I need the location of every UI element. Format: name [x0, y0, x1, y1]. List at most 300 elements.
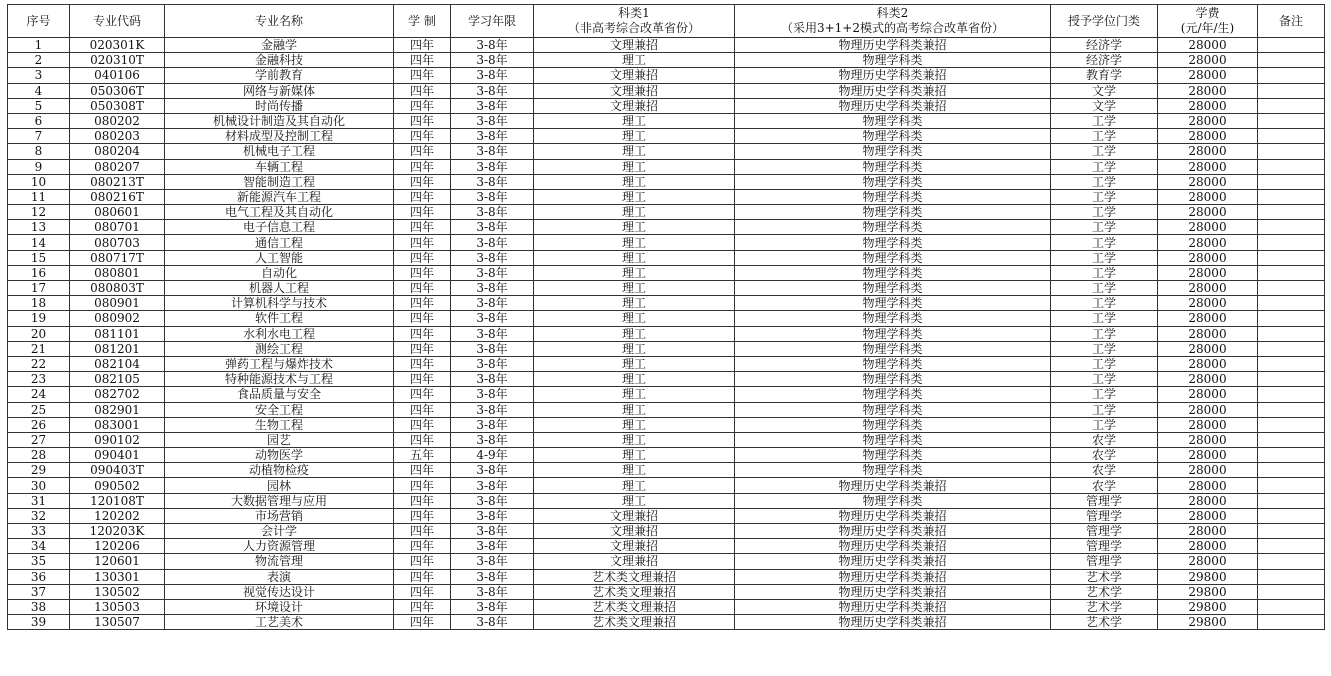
cell-seq: 20 — [8, 326, 70, 341]
cell-name: 材料成型及控制工程 — [165, 129, 394, 144]
cell-note — [1258, 281, 1325, 296]
cell-category-2: 物理学科类 — [735, 250, 1051, 265]
header-system: 学 制 — [394, 5, 451, 38]
cell-degree: 工学 — [1051, 205, 1158, 220]
cell-years: 3-8年 — [451, 493, 534, 508]
cell-fee: 28000 — [1158, 508, 1258, 523]
cell-fee: 28000 — [1158, 326, 1258, 341]
cell-system: 四年 — [394, 220, 451, 235]
cell-system: 四年 — [394, 250, 451, 265]
cell-years: 3-8年 — [451, 68, 534, 83]
cell-years: 3-8年 — [451, 402, 534, 417]
header-code: 专业代码 — [70, 5, 165, 38]
cell-fee: 28000 — [1158, 341, 1258, 356]
cell-years: 3-8年 — [451, 144, 534, 159]
cell-note — [1258, 296, 1325, 311]
cell-category-1: 理工 — [534, 417, 735, 432]
table-header-row — [8, 5, 1325, 38]
cell-category-1: 理工 — [534, 235, 735, 250]
cell-system: 四年 — [394, 387, 451, 402]
cell-note — [1258, 372, 1325, 387]
cell-note — [1258, 144, 1325, 159]
table-row — [8, 53, 1325, 68]
cell-years: 3-8年 — [451, 98, 534, 113]
table-row — [8, 341, 1325, 356]
cell-years: 3-8年 — [451, 235, 534, 250]
cell-degree: 经济学 — [1051, 38, 1158, 53]
cell-degree: 文学 — [1051, 98, 1158, 113]
cell-system: 四年 — [394, 584, 451, 599]
cell-fee: 28000 — [1158, 387, 1258, 402]
cell-note — [1258, 159, 1325, 174]
table-row — [8, 68, 1325, 83]
cell-name: 大数据管理与应用 — [165, 493, 394, 508]
cell-fee: 28000 — [1158, 83, 1258, 98]
cell-fee: 28000 — [1158, 68, 1258, 83]
cell-fee: 28000 — [1158, 129, 1258, 144]
cell-fee: 28000 — [1158, 281, 1258, 296]
cell-code: 080203 — [70, 129, 165, 144]
cell-years: 3-8年 — [451, 129, 534, 144]
cell-system: 四年 — [394, 159, 451, 174]
header-category-1 — [534, 5, 735, 38]
cell-fee: 28000 — [1158, 220, 1258, 235]
cell-category-1: 理工 — [534, 448, 735, 463]
cell-degree: 教育学 — [1051, 68, 1158, 83]
cell-note — [1258, 38, 1325, 53]
cell-category-2: 物理学科类 — [735, 417, 1051, 432]
cell-name: 时尚传播 — [165, 98, 394, 113]
cell-degree: 工学 — [1051, 402, 1158, 417]
cell-seq: 34 — [8, 539, 70, 554]
cell-category-2: 物理历史学科类兼招 — [735, 615, 1051, 630]
header-category-2 — [735, 5, 1051, 38]
cell-seq: 33 — [8, 524, 70, 539]
cell-degree: 农学 — [1051, 448, 1158, 463]
cell-category-2: 物理历史学科类兼招 — [735, 38, 1051, 53]
cell-seq: 11 — [8, 189, 70, 204]
cell-name: 物流管理 — [165, 554, 394, 569]
cell-note — [1258, 356, 1325, 371]
cell-years: 3-8年 — [451, 174, 534, 189]
cell-note — [1258, 174, 1325, 189]
cell-degree: 艺术学 — [1051, 615, 1158, 630]
table-row — [8, 235, 1325, 250]
cell-category-2: 物理历史学科类兼招 — [735, 68, 1051, 83]
cell-seq: 25 — [8, 402, 70, 417]
cell-category-1: 理工 — [534, 326, 735, 341]
cell-seq: 16 — [8, 265, 70, 280]
cell-code: 130507 — [70, 615, 165, 630]
cell-note — [1258, 129, 1325, 144]
cell-degree: 经济学 — [1051, 53, 1158, 68]
cell-system: 四年 — [394, 98, 451, 113]
cell-category-2: 物理学科类 — [735, 372, 1051, 387]
cell-category-1: 理工 — [534, 129, 735, 144]
table-row — [8, 159, 1325, 174]
cell-note — [1258, 113, 1325, 128]
cell-code: 082104 — [70, 356, 165, 371]
header-category-2-title: 科类2 — [876, 6, 909, 20]
cell-note — [1258, 235, 1325, 250]
cell-name: 表演 — [165, 569, 394, 584]
cell-degree: 管理学 — [1051, 554, 1158, 569]
cell-category-1: 艺术类文理兼招 — [534, 569, 735, 584]
cell-degree: 工学 — [1051, 311, 1158, 326]
cell-category-2: 物理学科类 — [735, 129, 1051, 144]
cell-category-2: 物理学科类 — [735, 144, 1051, 159]
cell-years: 3-8年 — [451, 417, 534, 432]
cell-note — [1258, 493, 1325, 508]
cell-fee: 28000 — [1158, 265, 1258, 280]
cell-code: 120601 — [70, 554, 165, 569]
cell-seq: 38 — [8, 599, 70, 614]
cell-seq: 32 — [8, 508, 70, 523]
cell-note — [1258, 326, 1325, 341]
cell-system: 四年 — [394, 615, 451, 630]
cell-category-2: 物理历史学科类兼招 — [735, 98, 1051, 113]
cell-note — [1258, 463, 1325, 478]
cell-years: 3-8年 — [451, 159, 534, 174]
cell-fee: 28000 — [1158, 432, 1258, 447]
cell-name: 机械设计制造及其自动化 — [165, 113, 394, 128]
cell-code: 082105 — [70, 372, 165, 387]
table-row — [8, 448, 1325, 463]
cell-code: 082901 — [70, 402, 165, 417]
cell-system: 四年 — [394, 205, 451, 220]
table-row — [8, 615, 1325, 630]
cell-name: 安全工程 — [165, 402, 394, 417]
cell-degree: 管理学 — [1051, 539, 1158, 554]
table-row — [8, 250, 1325, 265]
cell-category-1: 理工 — [534, 493, 735, 508]
cell-seq: 7 — [8, 129, 70, 144]
header-name: 专业名称 — [165, 5, 394, 38]
cell-category-1: 理工 — [534, 387, 735, 402]
cell-seq: 39 — [8, 615, 70, 630]
header-category-2-subtitle: （采用3+1+2模式的高考综合改革省份） — [780, 21, 1004, 35]
cell-name: 计算机科学与技术 — [165, 296, 394, 311]
cell-years: 4-9年 — [451, 448, 534, 463]
cell-category-1: 文理兼招 — [534, 83, 735, 98]
cell-category-1: 理工 — [534, 341, 735, 356]
cell-seq: 30 — [8, 478, 70, 493]
cell-seq: 6 — [8, 113, 70, 128]
cell-system: 四年 — [394, 83, 451, 98]
cell-seq: 28 — [8, 448, 70, 463]
cell-code: 090403T — [70, 463, 165, 478]
cell-years: 3-8年 — [451, 569, 534, 584]
cell-note — [1258, 265, 1325, 280]
table-row — [8, 508, 1325, 523]
table-row — [8, 281, 1325, 296]
cell-years: 3-8年 — [451, 265, 534, 280]
cell-years: 3-8年 — [451, 326, 534, 341]
cell-years: 3-8年 — [451, 432, 534, 447]
cell-code: 090401 — [70, 448, 165, 463]
cell-fee: 28000 — [1158, 417, 1258, 432]
cell-degree: 工学 — [1051, 189, 1158, 204]
table-row — [8, 174, 1325, 189]
cell-seq: 17 — [8, 281, 70, 296]
cell-category-2: 物理历史学科类兼招 — [735, 83, 1051, 98]
cell-code: 130503 — [70, 599, 165, 614]
cell-note — [1258, 53, 1325, 68]
cell-category-1: 理工 — [534, 372, 735, 387]
cell-name: 金融科技 — [165, 53, 394, 68]
cell-category-1: 理工 — [534, 159, 735, 174]
cell-system: 四年 — [394, 129, 451, 144]
cell-system: 四年 — [394, 53, 451, 68]
cell-category-1: 理工 — [534, 144, 735, 159]
cell-category-1: 艺术类文理兼招 — [534, 584, 735, 599]
cell-category-2: 物理学科类 — [735, 235, 1051, 250]
cell-name: 新能源汽车工程 — [165, 189, 394, 204]
table-row — [8, 189, 1325, 204]
cell-category-1: 理工 — [534, 189, 735, 204]
cell-name: 车辆工程 — [165, 159, 394, 174]
cell-category-1: 理工 — [534, 463, 735, 478]
cell-code: 020301K — [70, 38, 165, 53]
header-fee — [1158, 5, 1258, 38]
table-row — [8, 98, 1325, 113]
cell-category-2: 物理学科类 — [735, 463, 1051, 478]
cell-category-2: 物理学科类 — [735, 174, 1051, 189]
cell-system: 四年 — [394, 356, 451, 371]
cell-category-2: 物理学科类 — [735, 493, 1051, 508]
cell-category-2: 物理历史学科类兼招 — [735, 539, 1051, 554]
cell-category-1: 理工 — [534, 220, 735, 235]
cell-category-1: 理工 — [534, 174, 735, 189]
majors-table — [7, 4, 1325, 630]
cell-category-1: 理工 — [534, 296, 735, 311]
cell-degree: 工学 — [1051, 281, 1158, 296]
cell-years: 3-8年 — [451, 615, 534, 630]
cell-category-2: 物理学科类 — [735, 113, 1051, 128]
cell-category-2: 物理学科类 — [735, 326, 1051, 341]
cell-code: 130502 — [70, 584, 165, 599]
header-fee-title: 学费 — [1195, 6, 1220, 20]
cell-category-1: 文理兼招 — [534, 508, 735, 523]
cell-system: 四年 — [394, 478, 451, 493]
cell-code: 080902 — [70, 311, 165, 326]
cell-seq: 3 — [8, 68, 70, 83]
cell-code: 080207 — [70, 159, 165, 174]
cell-category-1: 艺术类文理兼招 — [534, 599, 735, 614]
cell-seq: 9 — [8, 159, 70, 174]
cell-category-2: 物理学科类 — [735, 265, 1051, 280]
table-row — [8, 205, 1325, 220]
cell-note — [1258, 220, 1325, 235]
cell-code: 080701 — [70, 220, 165, 235]
cell-system: 四年 — [394, 326, 451, 341]
cell-note — [1258, 68, 1325, 83]
cell-years: 3-8年 — [451, 341, 534, 356]
cell-years: 3-8年 — [451, 296, 534, 311]
cell-degree: 工学 — [1051, 129, 1158, 144]
cell-degree: 管理学 — [1051, 493, 1158, 508]
cell-years: 3-8年 — [451, 53, 534, 68]
cell-years: 3-8年 — [451, 113, 534, 128]
cell-years: 3-8年 — [451, 250, 534, 265]
cell-degree: 工学 — [1051, 356, 1158, 371]
table-row — [8, 463, 1325, 478]
cell-seq: 19 — [8, 311, 70, 326]
table-row — [8, 356, 1325, 371]
cell-system: 四年 — [394, 539, 451, 554]
cell-note — [1258, 83, 1325, 98]
cell-fee: 28000 — [1158, 189, 1258, 204]
cell-code: 080213T — [70, 174, 165, 189]
cell-category-1: 理工 — [534, 113, 735, 128]
cell-note — [1258, 478, 1325, 493]
cell-seq: 10 — [8, 174, 70, 189]
cell-category-1: 理工 — [534, 478, 735, 493]
cell-years: 3-8年 — [451, 356, 534, 371]
cell-system: 四年 — [394, 599, 451, 614]
table-row — [8, 326, 1325, 341]
table-row — [8, 311, 1325, 326]
cell-seq: 14 — [8, 235, 70, 250]
cell-seq: 35 — [8, 554, 70, 569]
cell-seq: 15 — [8, 250, 70, 265]
cell-note — [1258, 508, 1325, 523]
table-row — [8, 539, 1325, 554]
cell-system: 四年 — [394, 554, 451, 569]
cell-category-2: 物理学科类 — [735, 402, 1051, 417]
table-row — [8, 38, 1325, 53]
cell-fee: 29800 — [1158, 599, 1258, 614]
cell-category-1: 理工 — [534, 311, 735, 326]
cell-name: 测绘工程 — [165, 341, 394, 356]
cell-note — [1258, 599, 1325, 614]
cell-years: 3-8年 — [451, 554, 534, 569]
cell-years: 3-8年 — [451, 83, 534, 98]
cell-name: 工艺美术 — [165, 615, 394, 630]
cell-system: 四年 — [394, 174, 451, 189]
cell-degree: 工学 — [1051, 220, 1158, 235]
cell-note — [1258, 432, 1325, 447]
cell-code: 080901 — [70, 296, 165, 311]
cell-system: 四年 — [394, 144, 451, 159]
cell-category-2: 物理历史学科类兼招 — [735, 524, 1051, 539]
cell-degree: 管理学 — [1051, 524, 1158, 539]
cell-category-1: 理工 — [534, 205, 735, 220]
cell-name: 电子信息工程 — [165, 220, 394, 235]
cell-name: 食品质量与安全 — [165, 387, 394, 402]
cell-name: 水利水电工程 — [165, 326, 394, 341]
majors-table-container — [7, 4, 1324, 630]
cell-system: 四年 — [394, 68, 451, 83]
cell-fee: 29800 — [1158, 584, 1258, 599]
cell-name: 电气工程及其自动化 — [165, 205, 394, 220]
table-row — [8, 83, 1325, 98]
cell-years: 3-8年 — [451, 311, 534, 326]
cell-name: 会计学 — [165, 524, 394, 539]
cell-code: 090502 — [70, 478, 165, 493]
cell-degree: 工学 — [1051, 144, 1158, 159]
cell-system: 四年 — [394, 417, 451, 432]
cell-code: 083001 — [70, 417, 165, 432]
table-row — [8, 220, 1325, 235]
cell-seq: 2 — [8, 53, 70, 68]
cell-years: 3-8年 — [451, 189, 534, 204]
cell-fee: 28000 — [1158, 98, 1258, 113]
cell-fee: 28000 — [1158, 53, 1258, 68]
cell-fee: 28000 — [1158, 235, 1258, 250]
cell-category-2: 物理学科类 — [735, 189, 1051, 204]
cell-degree: 艺术学 — [1051, 584, 1158, 599]
cell-fee: 28000 — [1158, 205, 1258, 220]
cell-category-1: 文理兼招 — [534, 524, 735, 539]
cell-category-1: 理工 — [534, 432, 735, 447]
table-row — [8, 144, 1325, 159]
cell-years: 3-8年 — [451, 372, 534, 387]
table-row — [8, 372, 1325, 387]
cell-system: 四年 — [394, 296, 451, 311]
cell-system: 四年 — [394, 524, 451, 539]
cell-note — [1258, 615, 1325, 630]
cell-category-2: 物理历史学科类兼招 — [735, 569, 1051, 584]
cell-years: 3-8年 — [451, 508, 534, 523]
cell-note — [1258, 189, 1325, 204]
cell-degree: 工学 — [1051, 250, 1158, 265]
cell-name: 机器人工程 — [165, 281, 394, 296]
cell-category-2: 物理历史学科类兼招 — [735, 554, 1051, 569]
cell-code: 080204 — [70, 144, 165, 159]
cell-name: 学前教育 — [165, 68, 394, 83]
cell-seq: 21 — [8, 341, 70, 356]
cell-name: 人工智能 — [165, 250, 394, 265]
cell-seq: 1 — [8, 38, 70, 53]
cell-name: 人力资源管理 — [165, 539, 394, 554]
cell-fee: 28000 — [1158, 113, 1258, 128]
cell-fee: 28000 — [1158, 159, 1258, 174]
cell-system: 四年 — [394, 341, 451, 356]
cell-note — [1258, 524, 1325, 539]
cell-seq: 8 — [8, 144, 70, 159]
cell-code: 081101 — [70, 326, 165, 341]
cell-seq: 13 — [8, 220, 70, 235]
cell-category-1: 理工 — [534, 53, 735, 68]
cell-code: 020310T — [70, 53, 165, 68]
cell-code: 120108T — [70, 493, 165, 508]
table-body — [8, 38, 1325, 630]
cell-fee: 28000 — [1158, 372, 1258, 387]
table-row — [8, 493, 1325, 508]
cell-system: 四年 — [394, 493, 451, 508]
table-row — [8, 265, 1325, 280]
cell-code: 081201 — [70, 341, 165, 356]
cell-degree: 工学 — [1051, 326, 1158, 341]
cell-seq: 18 — [8, 296, 70, 311]
cell-fee: 29800 — [1158, 569, 1258, 584]
cell-code: 080801 — [70, 265, 165, 280]
cell-note — [1258, 387, 1325, 402]
header-seq: 序号 — [8, 5, 70, 38]
cell-years: 3-8年 — [451, 584, 534, 599]
cell-code: 080703 — [70, 235, 165, 250]
cell-system: 四年 — [394, 402, 451, 417]
cell-seq: 27 — [8, 432, 70, 447]
cell-fee: 29800 — [1158, 615, 1258, 630]
cell-seq: 31 — [8, 493, 70, 508]
cell-fee: 28000 — [1158, 38, 1258, 53]
cell-fee: 28000 — [1158, 493, 1258, 508]
cell-name: 自动化 — [165, 265, 394, 280]
table-row — [8, 432, 1325, 447]
cell-degree: 农学 — [1051, 432, 1158, 447]
